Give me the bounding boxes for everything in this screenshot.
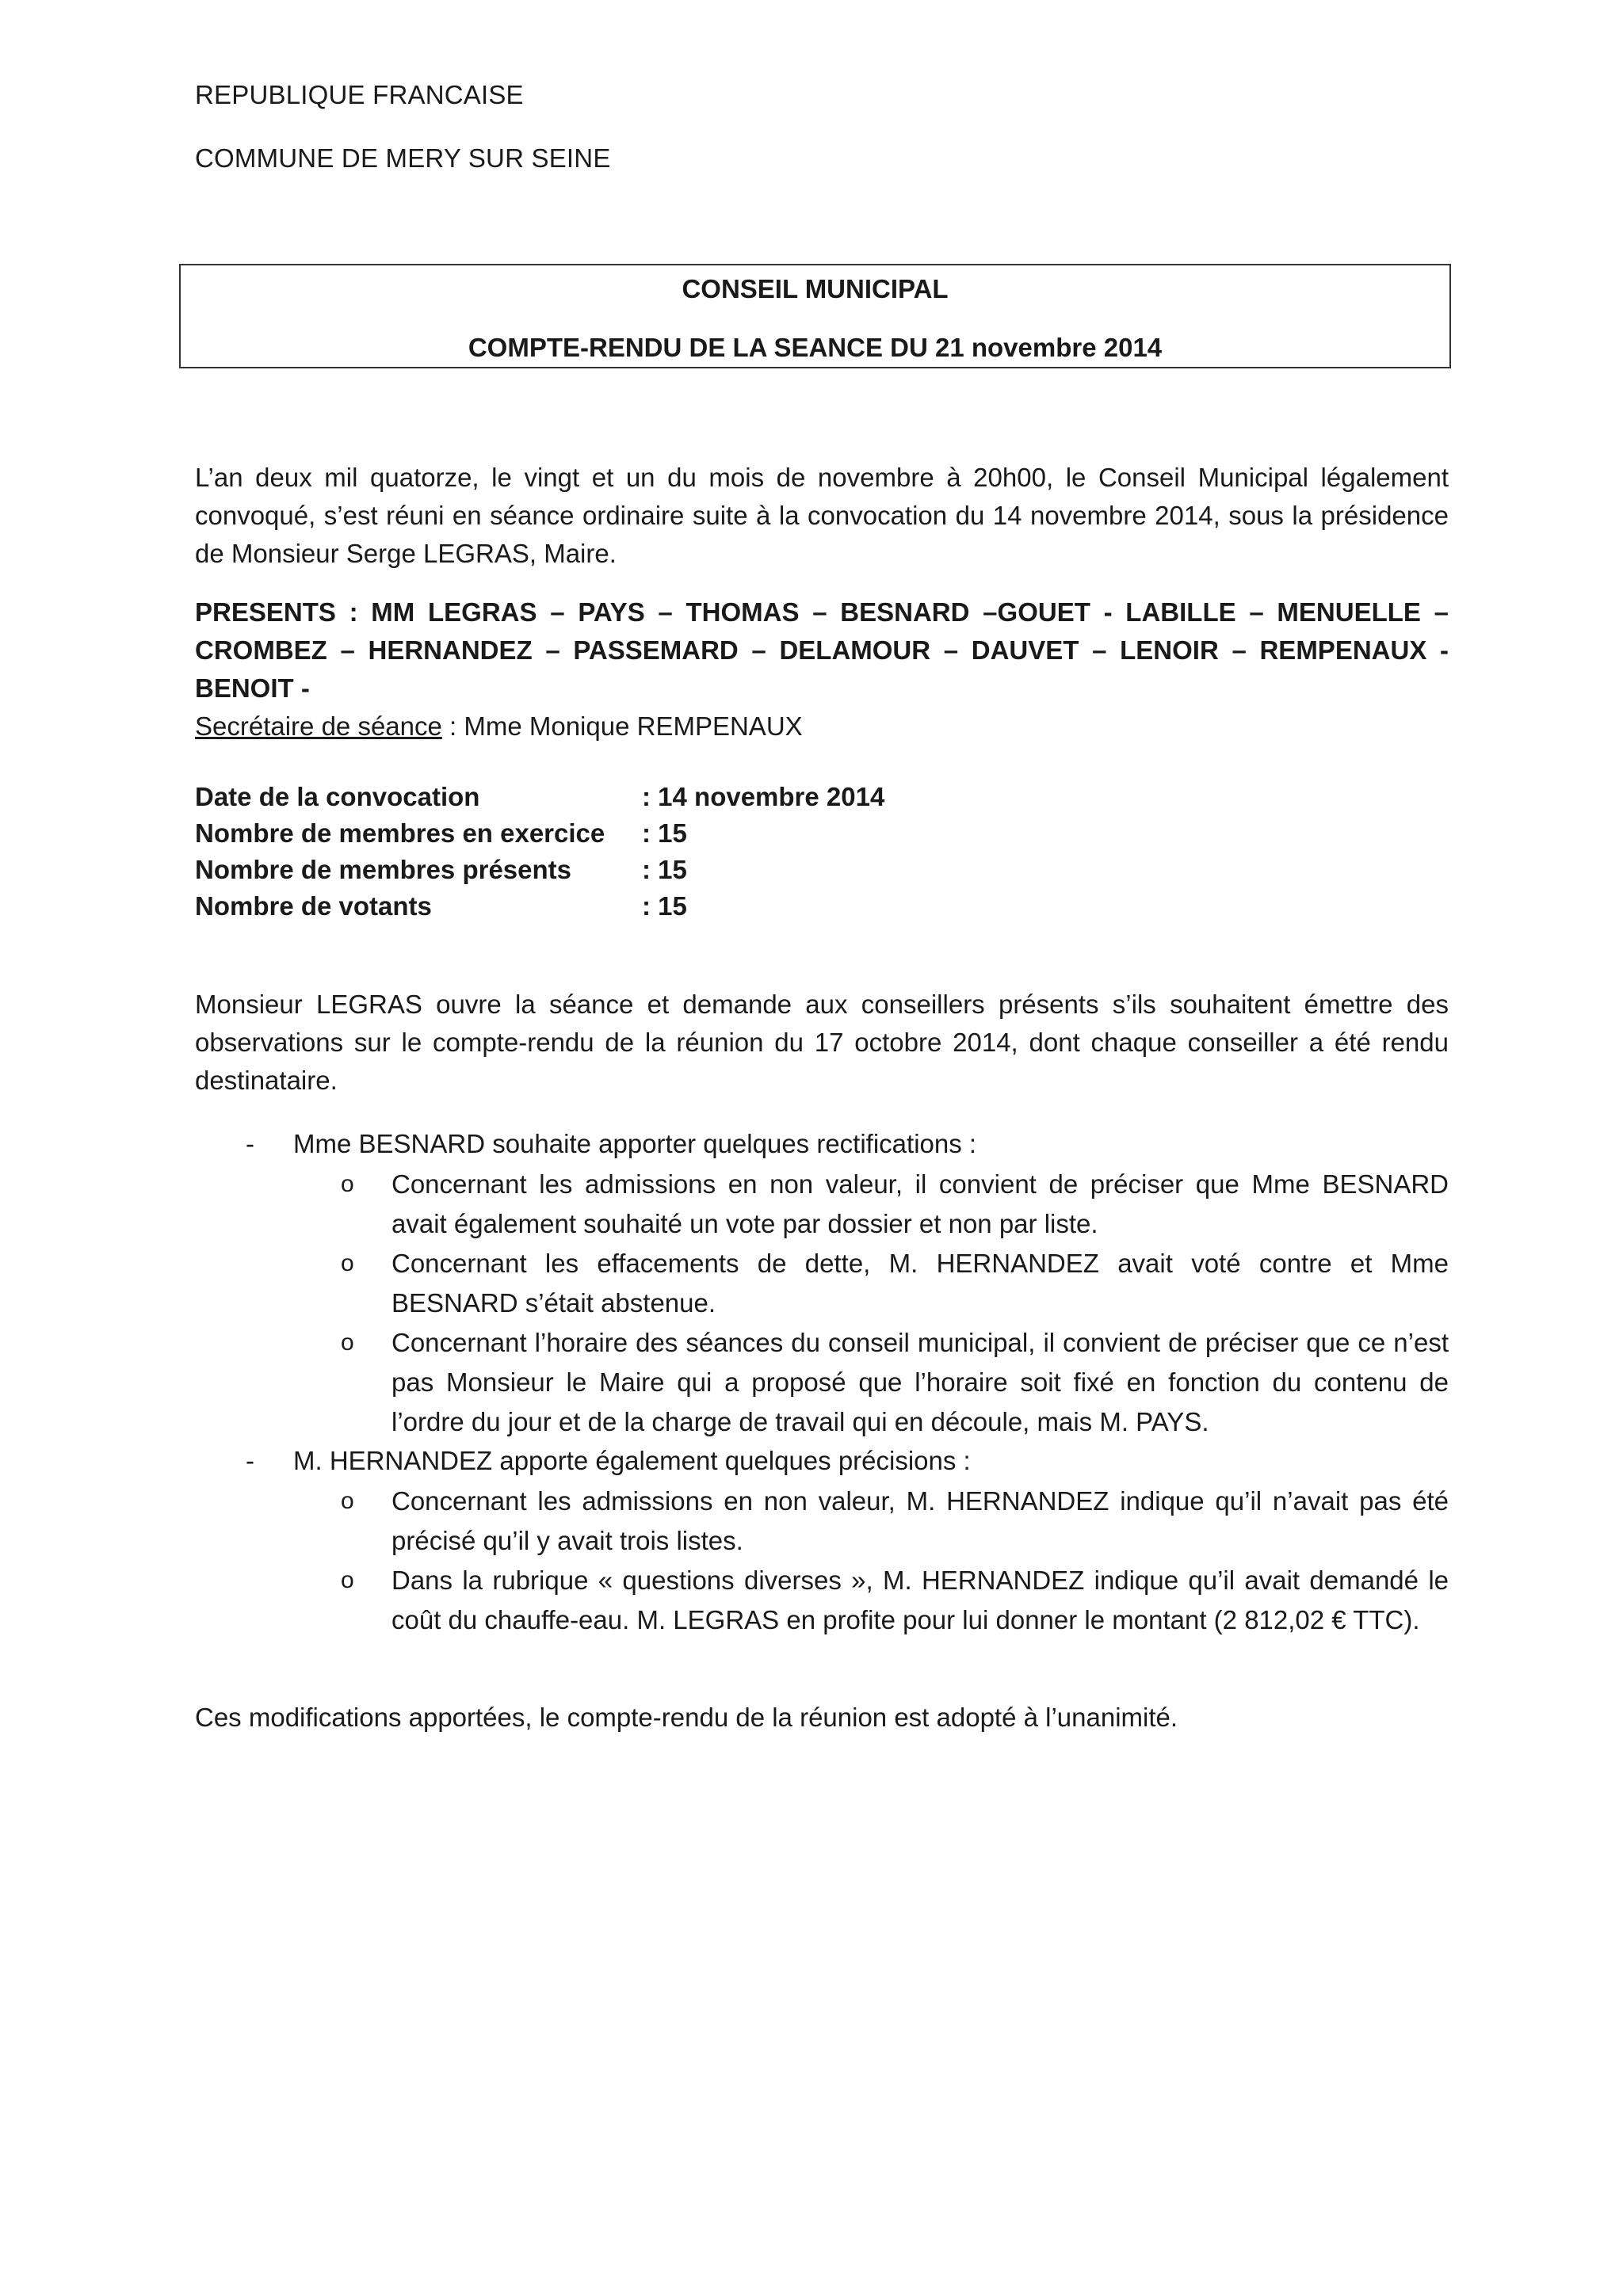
circle-bullet: o [341, 1567, 354, 1593]
remark-subitem-text: Concernant les effacements de dette, M. HERNANDEZ avait voté contre et Mme BESNARD s’était abstenue. [391, 1249, 1449, 1318]
stat-value: : 14 novembre 2014 [642, 782, 885, 811]
stat-label: Nombre de membres en exercice [195, 818, 605, 848]
stat-value: : 15 [642, 818, 687, 848]
dash-bullet: - [246, 1129, 254, 1158]
secretary-line [195, 707, 1449, 746]
stat-row [195, 852, 987, 888]
presents-paragraph: PRESENTS : MM LEGRAS – PAYS – THOMAS – BESNARD –GOUET - LABILLE – MENUELLE – CROMBEZ – HERNANDEZ – PASSEMARD – DELAMOUR – DAUVET – LENOIR – REMPENAUX - BENOIT - [195, 597, 1449, 703]
conclusion-paragraph: Ces modifications apportées, le compte-rendu de la réunion est adopté à l’unanimité. [195, 1703, 1178, 1732]
circle-bullet: o [341, 1250, 354, 1276]
secretary-label: Secrétaire de séance [195, 711, 442, 741]
remark-subitem-text: Concernant les admissions en non valeur, il convient de préciser que Mme BESNARD avait également souhaité un vote par dossier et non par liste. [391, 1169, 1449, 1238]
secretary-value: : Mme Monique REMPENAUX [441, 711, 803, 741]
remark-item [195, 1442, 1449, 1480]
header-republic: REPUBLIQUE FRANCAISE [195, 80, 524, 109]
stat-label: Nombre de votants [195, 891, 432, 921]
stat-row [195, 888, 987, 925]
remark-text: Mme BESNARD souhaite apporter quelques rectifications : [293, 1129, 977, 1158]
stat-row [195, 815, 987, 852]
circle-bullet: o [341, 1329, 354, 1356]
dash-bullet: - [246, 1446, 254, 1475]
remark-subitem-text: Dans la rubrique « questions diverses », M. HERNANDEZ indique qu’il avait demandé le coût du chauffe-eau. M. LEGRAS en profite pour lui donner le montant (2 812,02 € TTC). [391, 1566, 1449, 1634]
intro-paragraph: L’an deux mil quatorze, le vingt et un du mois de novembre à 20h00, le Conseil Municipal légalement convoqué, s’est réuni en séance ordinaire suite à la convocation du 14 novembre 2014, sous la présidence de Monsieur Serge LEGRAS, Maire. [195, 463, 1449, 568]
header-commune: COMMUNE DE MERY SUR SEINE [195, 143, 611, 173]
opening-paragraph: Monsieur LEGRAS ouvre la séance et demande aux conseillers présents s’ils souhaitent émettre des observations sur le compte-rendu de la réunion du 17 octobre 2014, dont chaque conseiller a été rendu destinataire. [195, 990, 1449, 1095]
circle-bullet: o [341, 1488, 354, 1514]
stat-value: : 15 [642, 855, 687, 884]
document-title: CONSEIL MUNICIPAL [682, 274, 949, 303]
stat-value: : 15 [642, 891, 687, 921]
remark-subitem-text: Concernant l’horaire des séances du conseil municipal, il convient de préciser que ce n’est pas Monsieur le Maire qui a proposé que l’horaire soit fixé en fonction du contenu de l’ordre du jour et de la charge de travail qui en découle, mais M. PAYS. [391, 1328, 1449, 1436]
title-box [179, 264, 1451, 368]
stat-row [195, 779, 987, 815]
stat-label: Date de la convocation [195, 782, 480, 811]
remark-text: M. HERNANDEZ apporte également quelques précisions : [293, 1446, 971, 1475]
remark-item [195, 1125, 1449, 1163]
remark-subitem-text: Concernant les admissions en non valeur, M. HERNANDEZ indique qu’il n’avait pas été précisé qu’il y avait trois listes. [391, 1486, 1449, 1555]
document-subtitle: COMPTE-RENDU DE LA SEANCE DU 21 novembre 2014 [468, 333, 1163, 362]
circle-bullet: o [341, 1171, 354, 1197]
stat-label: Nombre de membres présents [195, 855, 572, 884]
